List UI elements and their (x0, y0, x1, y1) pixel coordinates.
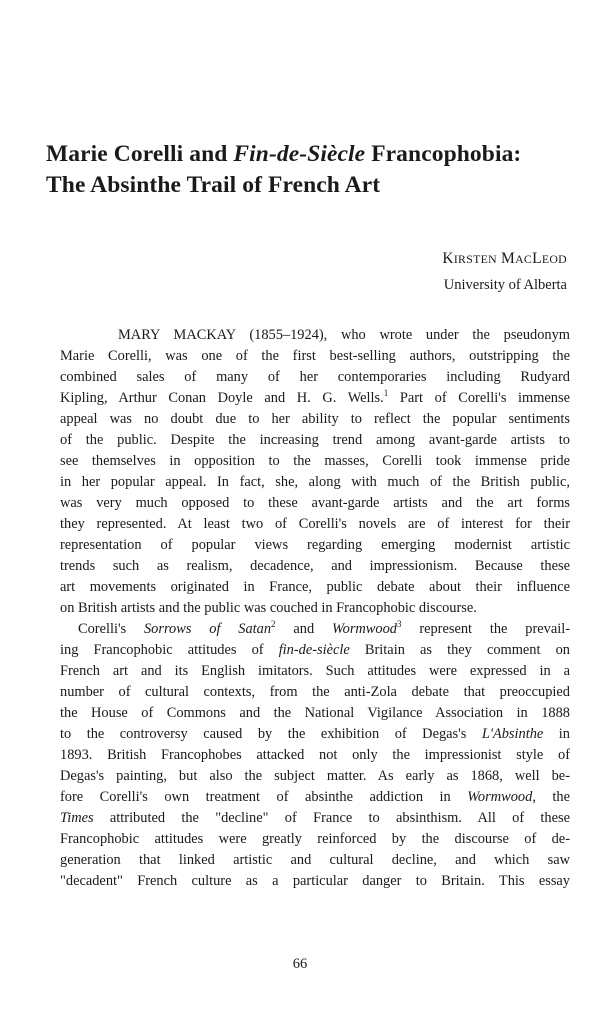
text-line (60, 640, 570, 661)
italic-title: Wormwood (331, 621, 397, 637)
text-line (60, 808, 570, 829)
byline (442, 246, 567, 298)
title-italic-text: Fin-de-Siècle (233, 141, 366, 167)
author-affiliation: University of Alberta (443, 277, 567, 293)
text-line: number of cultural contexts, from the anti-Zola debate that preoccupied (60, 684, 570, 700)
text-line: the House of Commons and the National Vigilance Association in 1888 (60, 705, 570, 721)
text-line: MARY MACKAY (1855–1924), who wrote under the pseudonym (118, 327, 570, 343)
text-span: and (275, 621, 332, 637)
text-span: Corelli's (78, 621, 144, 637)
author-smallcaps: IRSTEN (453, 252, 497, 266)
author-smallcaps: AC (515, 252, 533, 266)
text-span: Britain as they comment on (349, 642, 570, 658)
page-number: 66 (292, 956, 308, 972)
author-initial: M (500, 250, 516, 267)
italic-title: Sorrows of Satan (143, 621, 272, 637)
author-initial: L (532, 250, 542, 267)
text-line: art movements originated in France, public debate about their influence (60, 579, 570, 595)
paragraph-1 (60, 325, 570, 619)
paragraph-2 (60, 619, 570, 892)
text-line: Marie Corelli, was one of the first best-selling authors, outstripping the (60, 348, 570, 364)
text-span: to the controversy caused by the exhibition of Degas's (60, 726, 482, 742)
text-span: Part of Corelli's immense (388, 390, 570, 406)
text-span: represent the prevail- (401, 621, 570, 637)
text-line: was very much opposed to these avant-garde artists and the art forms (60, 495, 570, 511)
text-line: on British artists and the public was couched in Francophobic discourse. (60, 600, 477, 616)
text-line: they represented. At least two of Corelli's novels are of interest for their (60, 516, 570, 532)
footnote-marker: 3 (397, 619, 402, 630)
text-line: in her popular appeal. In fact, she, along with much of the British public, (60, 474, 570, 490)
title-line-1 (46, 139, 566, 170)
italic-title: Wormwood (467, 789, 533, 805)
text-line: Degas's painting, but also the subject matter. As early as 1868, well be- (60, 768, 570, 784)
text-line: representation of popular views regarding emerging modernist artistic (60, 537, 570, 553)
title-text: Marie Corelli and (46, 141, 234, 167)
author-name (442, 246, 567, 272)
title-line-2: The Absinthe Trail of French Art (46, 172, 381, 198)
text-line: of the public. Despite the increasing trend among avant-garde artists to (60, 432, 570, 448)
text-span: in (543, 726, 570, 742)
article-title (46, 139, 566, 201)
italic-title: L'Absinthe (481, 726, 544, 742)
text-line: trends such as realism, decadence, and impressionism. Because these (60, 558, 570, 574)
footnote-marker: 2 (271, 619, 276, 630)
text-span: Kipling, Arthur Conan Doyle and H. G. Wells. (60, 390, 384, 406)
author-initial: K (442, 250, 454, 267)
text-line (60, 388, 570, 409)
text-line: 1893. British Francophobes attacked not only the impressionist style of (60, 747, 570, 763)
text-line (60, 787, 570, 808)
text-span: ing Francophobic attitudes of (60, 642, 279, 658)
text-line: "decadent" French culture as a particular danger to Britain. This essay (60, 873, 570, 889)
text-line: appeal was no doubt due to her ability to reflect the popular sentiments (60, 411, 570, 427)
text-line: French art and its English imitators. Such attitudes were expressed in a (60, 663, 570, 679)
italic-term: fin-de-siècle (278, 642, 350, 658)
text-span: , the (532, 789, 570, 805)
text-line: combined sales of many of her contemporaries including Rudyard (60, 369, 570, 385)
title-text: Francophobia: (365, 141, 522, 167)
text-line (60, 724, 570, 745)
article-body (60, 325, 570, 892)
text-span: attributed the "decline" of France to absinthism. All of these (93, 810, 570, 826)
text-line: see themselves in opposition to the masses, Corelli took immense pride (60, 453, 570, 469)
text-line: generation that linked artistic and cultural decline, and which saw (60, 852, 570, 868)
text-line (60, 619, 570, 640)
text-line: Francophobic attitudes were greatly reinforced by the discourse of de- (60, 831, 570, 847)
footnote-marker: 1 (383, 388, 389, 399)
author-smallcaps: EOD (541, 252, 567, 266)
italic-title: Times (60, 810, 94, 826)
text-span: fore Corelli's own treatment of absinthe addiction in (60, 789, 468, 805)
